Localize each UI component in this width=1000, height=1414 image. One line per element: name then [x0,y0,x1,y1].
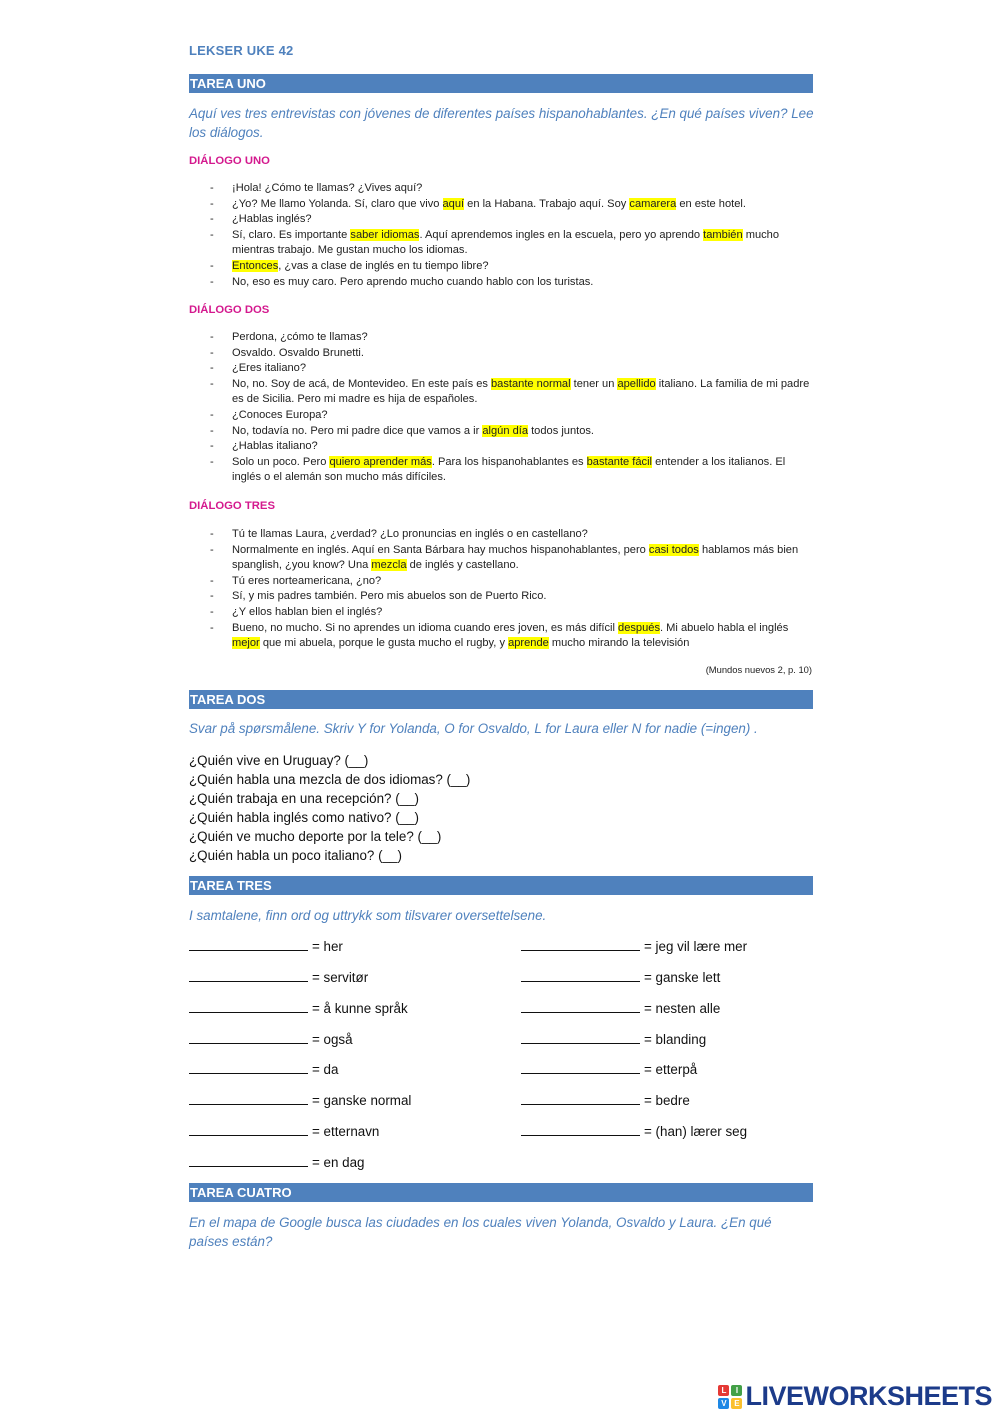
tarea-cuatro-instruction: En el mapa de Google busca las ciudades en los cuales viven Yolanda, Osvaldo y Laura. ¿En qué países están? [189,1215,772,1249]
tarea-dos-header: TAREA DOS [189,690,813,709]
tarea-cuatro-header: TAREA CUATRO [189,1183,813,1202]
dialogue-text: Bueno, no mucho. Si no aprendes un idioma cuando eres joven, es más difícil [232,621,619,634]
dialogue-text: ¿Hablas inglés? [232,213,312,226]
dialogue-text: Solo un poco. Pero [232,455,330,468]
dialogue-text: mucho mirando la televisión [548,637,690,650]
dialogue-text: ¿Y ellos hablan bien el inglés? [232,605,383,618]
dialogue-text: en este hotel. [676,197,746,210]
vocab-translation: = blanding [644,1032,707,1047]
dialogue-line [189,408,814,424]
tarea-tres-header: TAREA TRES [189,876,813,895]
question-item[interactable]: ¿Quién vive en Uruguay? (__) [189,753,369,768]
vocab-item [521,968,720,985]
dash-bullet: - [210,424,214,437]
vocab-item [189,1122,379,1139]
dialogue-text: ¿Conoces Europa? [232,408,328,421]
page-title: LEKSER UKE 42 [189,43,294,58]
answer-blank[interactable] [189,999,308,1013]
dialogue-line [189,455,814,486]
dialogue-text: . Aquí aprendemos ingles en la escuela, pero yo aprendo [419,228,704,241]
dialogue-line [189,527,814,543]
tarea-uno-header: TAREA UNO [189,74,813,93]
dialogue-line [189,574,814,590]
vocab-item [521,999,720,1016]
answer-blank[interactable] [189,1153,308,1167]
dialogue-text: entender a los italianos. El inglés o el alemán son mucho más difíciles. [232,455,786,484]
dialogue-line [189,424,814,440]
dash-bullet: - [210,362,214,375]
vocab-translation: = nesten alle [644,1001,721,1016]
vocab-item [521,1030,706,1047]
dash-bullet: - [210,590,214,603]
answer-blank[interactable] [521,968,640,982]
question-item[interactable]: ¿Quién habla inglés como nativo? (__) [189,810,420,825]
dialogue-2-list [189,330,814,486]
dialogue-text: en la Habana. Trabajo aquí. Soy [464,197,630,210]
dash-bullet: - [210,259,214,272]
logo-tile: V [718,1398,729,1409]
dialogue-line [189,228,814,259]
logo-icon [718,1385,742,1409]
dash-bullet: - [210,213,214,226]
dialogue-line [189,259,814,275]
dash-bullet: - [210,331,214,343]
vocab-translation: = (han) lærer seg [644,1124,748,1139]
highlighted-phrase: Entonces [232,259,279,272]
highlighted-phrase: algún día [482,424,529,437]
dialogue-text: Perdona, ¿cómo te llamas? [232,331,368,343]
dialogue-2-heading: DIÁLOGO DOS [189,304,270,316]
vocab-item [521,1122,747,1139]
vocab-translation: = jeg vil lære mer [644,939,748,954]
dialogue-text: . Para los hispanohablantes es [431,455,587,468]
dialogue-line [189,275,814,291]
dash-bullet: - [210,197,214,210]
dialogue-1-list [189,181,814,290]
dialogue-3-list [189,527,814,652]
highlighted-phrase: camarera [629,197,677,210]
vocab-translation: = bedre [644,1093,690,1108]
source-citation: (Mundos nuevos 2, p. 10) [705,664,812,675]
dialogue-line [189,212,814,228]
vocab-item [189,1030,353,1047]
dash-bullet: - [210,346,214,359]
answer-blank[interactable] [189,1060,308,1074]
answer-blank[interactable] [189,1030,308,1044]
dialogue-text: Osvaldo. Osvaldo Brunetti. [232,346,364,359]
vocab-translation: = en dag [312,1155,365,1170]
dash-bullet: - [210,275,214,288]
dialogue-text: que mi abuela, porque le gusta mucho el rugby, y [259,637,509,650]
dialogue-text: Tú te llamas Laura, ¿verdad? ¿Lo pronuncias en inglés o en castellano? [232,528,588,540]
dialogue-line [189,181,814,197]
dialogue-text: hablamos más bien spanglish, ¿you know? Una [232,543,799,572]
question-item[interactable]: ¿Quién trabaja en una recepción? (__) [189,791,420,806]
answer-blank[interactable] [521,1030,640,1044]
highlighted-phrase: bastante fácil [586,455,653,468]
question-item[interactable]: ¿Quién habla un poco italiano? (__) [189,848,402,863]
vocab-item [521,1060,697,1077]
answer-blank[interactable] [521,999,640,1013]
dialogue-text: No, eso es muy caro. Pero aprendo mucho cuando hablo con los turistas. [232,275,594,288]
highlighted-phrase: mezcla [371,559,407,572]
question-item[interactable]: ¿Quién habla una mezcla de dos idiomas? (__) [189,772,471,787]
highlighted-phrase: también [703,228,743,241]
dialogue-text: No, todavía no. Pero mi padre dice que vamos a ir [232,424,483,437]
answer-blank[interactable] [521,937,640,951]
question-item[interactable]: ¿Quién ve mucho deporte por la tele? (__) [189,829,442,844]
answer-blank[interactable] [189,937,308,951]
logo-tile: E [731,1398,742,1409]
vocab-translation: = å kunne språk [312,1001,408,1016]
vocab-translation: = etternavn [312,1124,380,1139]
dialogue-line [189,361,814,377]
dash-bullet: - [210,455,214,468]
logo-tile: I [731,1385,742,1396]
dialogue-text: italiano. La familia de mi padre es de Sicilia. Pero mi madre es hija de españoles. [232,377,810,406]
tarea-dos-instruction: Svar på spørsmålene. Skriv Y for Yolanda, O for Osvaldo, L for Laura eller N for nadie (=ingen) . [189,721,758,736]
question-list [189,751,470,865]
dialogue-text: ¡Hola! ¿Cómo te llamas? ¿Vives aquí? [232,182,423,194]
dialogue-text: tener un [570,377,618,390]
dialogue-line [189,346,814,362]
vocab-translation: = også [312,1032,353,1047]
logo-tile: L [718,1385,729,1396]
dialogue-1-heading: DIÁLOGO UNO [189,155,270,167]
vocab-translation: = her [312,939,343,954]
highlighted-phrase: bastante normal [491,377,571,390]
vocab-item [189,937,343,954]
vocab-translation: = da [312,1062,339,1077]
dialogue-text: ¿Hablas italiano? [232,440,318,453]
highlighted-phrase: quiero aprender más [329,455,432,468]
dash-bullet: - [210,408,214,421]
vocab-item [189,968,368,985]
highlighted-phrase: aprende [508,637,549,650]
vocab-item [189,1153,365,1170]
dialogue-line [189,543,814,574]
dialogue-text: Sí, claro. Es importante [232,228,351,241]
highlighted-phrase: mejor [232,637,260,650]
dash-bullet: - [210,377,214,390]
highlighted-phrase: apellido [617,377,656,390]
dialogue-line [189,439,814,455]
dialogue-text: ¿Yo? Me llamo Yolanda. Sí, claro que vivo [232,197,443,210]
dialogue-text: No, no. Soy de acá, de Montevideo. En este país es [232,377,492,390]
liveworksheets-logo[interactable] [718,1381,992,1412]
logo-text: LIVEWORKSHEETS [745,1381,992,1411]
tarea-uno-instruction: Aquí ves tres entrevistas con jóvenes de diferentes países hispanohablantes. ¿En qué países viven? Lee los diálogos. [189,106,814,140]
dash-bullet: - [210,543,214,556]
answer-blank[interactable] [521,1091,640,1105]
vocab-translation: = ganske normal [312,1093,412,1108]
vocab-translation: = etterpå [644,1062,698,1077]
answer-blank[interactable] [189,1122,308,1136]
dash-bullet: - [210,528,214,540]
answer-blank[interactable] [521,1060,640,1074]
dialogue-3-heading: DIÁLOGO TRES [189,500,275,512]
dialogue-text: todos juntos. [528,424,595,437]
dialogue-text: . Mi abuelo habla el inglés [660,621,789,634]
dialogue-text: Sí, y mis padres también. Pero mis abuelos son de Puerto Rico. [232,590,547,603]
dialogue-line [189,589,814,605]
highlighted-phrase: casi todos [648,543,699,556]
dash-bullet: - [210,440,214,453]
tarea-tres-instruction: I samtalene, finn ord og uttrykk som tilsvarer oversettelsene. [189,908,547,923]
vocab-item [189,1060,338,1077]
answer-blank[interactable] [189,1091,308,1105]
vocab-item [521,937,747,954]
vocab-item [521,1091,690,1108]
vocab-translation: = ganske lett [644,970,721,985]
dialogue-line [189,330,814,346]
dialogue-text: mucho mientras trabajo. Me gustan mucho los idiomas. [232,228,780,257]
answer-blank[interactable] [189,968,308,982]
dialogue-line [189,621,814,652]
dash-bullet: - [210,605,214,618]
dash-bullet: - [210,182,214,194]
dialogue-text: ¿Eres italiano? [232,362,306,375]
highlighted-phrase: aquí [442,197,465,210]
dash-bullet: - [210,574,214,587]
dialogue-text: de inglés y castellano. [406,559,519,572]
vocab-translation: = servitør [312,970,369,985]
dialogue-line [189,377,814,408]
highlighted-phrase: saber idiomas [350,228,420,241]
dash-bullet: - [210,621,214,634]
highlighted-phrase: después [618,621,660,634]
dialogue-line [189,197,814,213]
dialogue-text: , ¿vas a clase de inglés en tu tiempo libre? [278,259,489,272]
answer-blank[interactable] [521,1122,640,1136]
vocab-item [189,999,408,1016]
dash-bullet: - [210,228,214,241]
dialogue-text: Normalmente en inglés. Aquí en Santa Bárbara hay muchos hispanohablantes, pero [232,543,649,556]
dialogue-text: Tú eres norteamericana, ¿no? [232,574,382,587]
dialogue-line [189,605,814,621]
vocab-item [189,1091,411,1108]
